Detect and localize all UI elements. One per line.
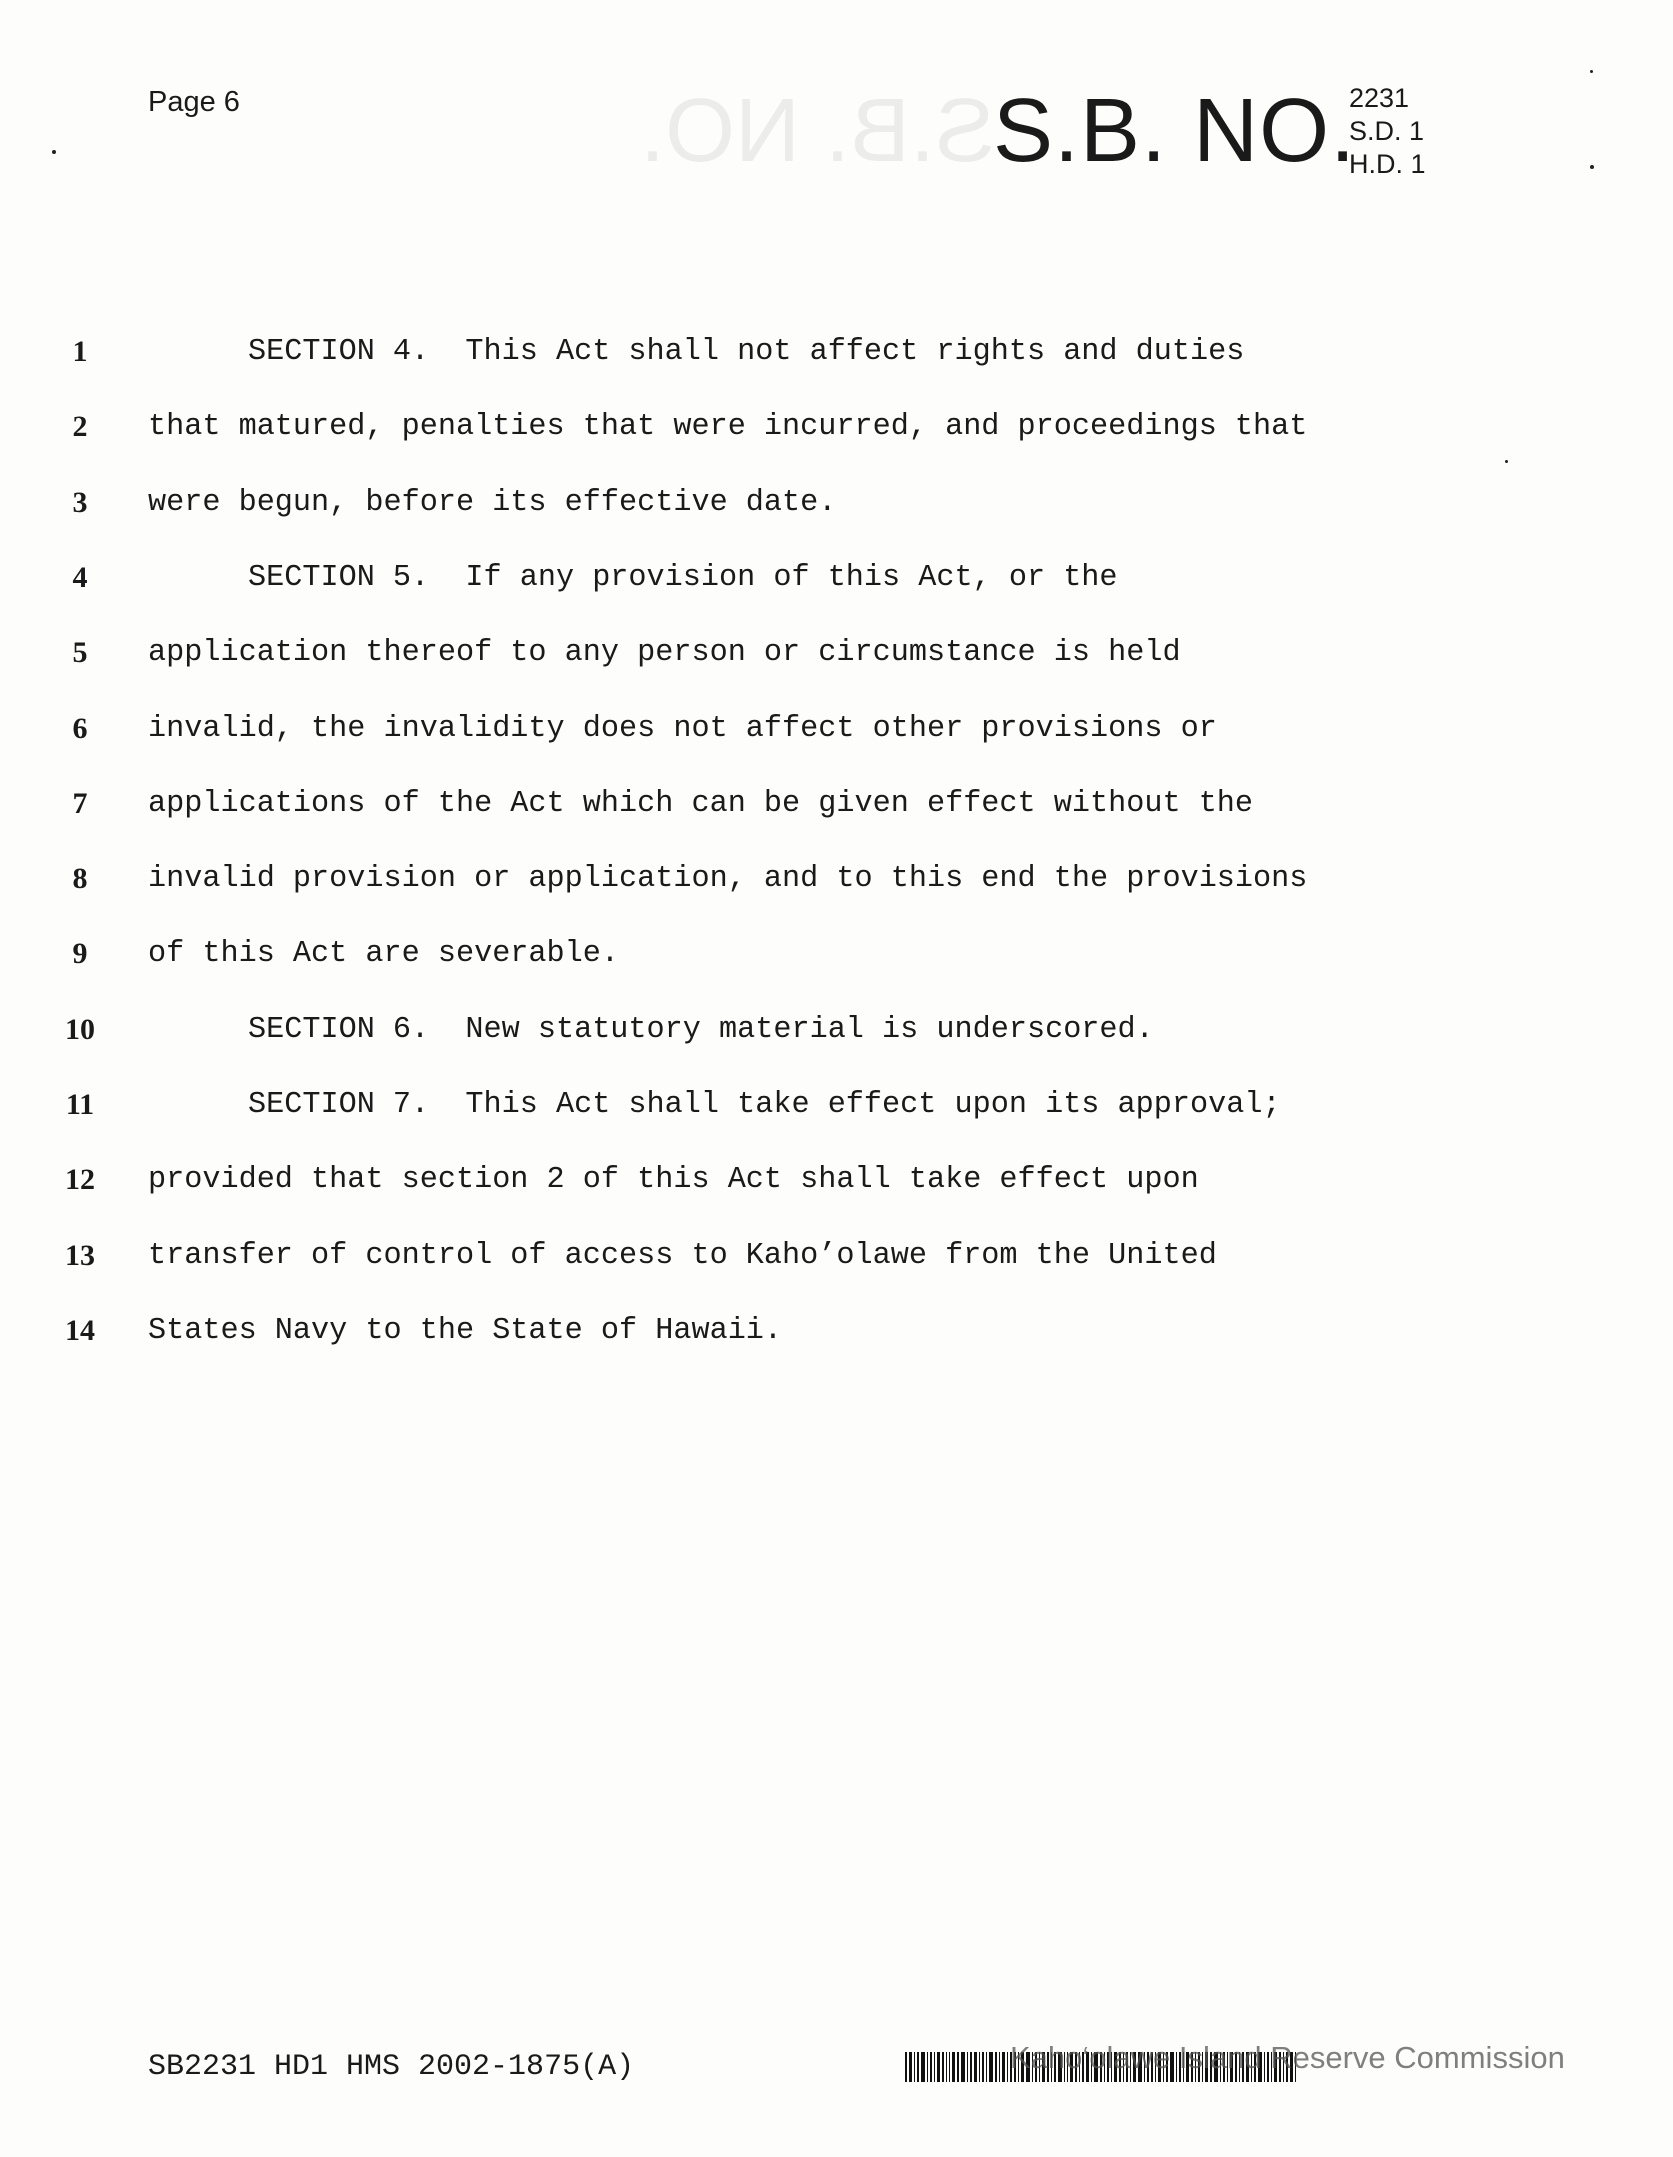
line-text: SECTION 5. If any provision of this Act, or the (248, 560, 1118, 595)
barcode-bar (914, 2052, 915, 2082)
bill-line (0, 787, 1673, 862)
line-number: 6 (72, 711, 88, 745)
bill-line (0, 712, 1673, 787)
scan-speck (1590, 165, 1594, 169)
line-number: 7 (72, 786, 88, 820)
barcode-bar (942, 2052, 944, 2082)
house-draft: H.D. 1 (1349, 149, 1426, 179)
bill-line (0, 1239, 1673, 1314)
bill-line (0, 486, 1673, 561)
line-text: invalid, the invalidity does not affect other provisions or (148, 711, 1217, 746)
scan-speck (52, 150, 56, 154)
line-text: SECTION 4. This Act shall not affect rights and duties (248, 335, 1245, 369)
bill-line (0, 410, 1673, 485)
line-number: 9 (72, 937, 88, 971)
line-number: 1 (72, 335, 88, 368)
line-text: application thereof to any person or circumstance is held (148, 636, 1181, 671)
line-text: applications of the Act which can be given effect without the (148, 786, 1254, 821)
line-number: 12 (65, 1163, 95, 1197)
line-number: 5 (72, 636, 88, 670)
line-number: 3 (72, 485, 88, 519)
barcode-bar (970, 2052, 972, 2082)
line-text: were begun, before its effective date. (148, 485, 837, 520)
line-text: of this Act are severable. (148, 937, 620, 972)
line-text: that matured, penalties that were incurred, and proceedings that (148, 410, 1308, 445)
bill-line (0, 636, 1673, 711)
line-number: 14 (65, 1313, 95, 1347)
barcode-bar (1007, 2052, 1008, 2082)
barcode-bar (982, 2052, 984, 2082)
line-number: 13 (65, 1238, 95, 1272)
barcode-bar (989, 2052, 993, 2082)
barcode-bar (1002, 2052, 1005, 2082)
senate-draft: S.D. 1 (1349, 116, 1425, 146)
barcode-bar (917, 2052, 919, 2082)
barcode-bar (934, 2052, 935, 2082)
bill-line (0, 561, 1673, 636)
bill-line (0, 862, 1673, 937)
line-number: 11 (65, 1088, 95, 1121)
barcode-bar (905, 2052, 907, 2082)
line-text: provided that section 2 of this Act shall take effect upon (148, 1163, 1199, 1198)
bill-title: S.B. NO. (993, 81, 1357, 181)
line-number: 10 (65, 1012, 95, 1046)
barcode-bar (957, 2052, 959, 2082)
barcode-bar (952, 2052, 955, 2082)
line-text: SECTION 7. This Act shall take effect upon its approval; (248, 1088, 1281, 1122)
scan-speck (1590, 70, 1593, 73)
scan-speck (1505, 460, 1508, 463)
barcode-bar (999, 2052, 1000, 2082)
bill-line (0, 1314, 1673, 1389)
barcode-bar (930, 2052, 932, 2082)
barcode-bar (974, 2052, 977, 2082)
bill-line (0, 1088, 1673, 1163)
barcode-bar (909, 2052, 912, 2082)
barcode-bar (927, 2052, 928, 2082)
line-text: States Navy to the State of Hawaii. (148, 1313, 783, 1348)
barcode-bar (937, 2052, 940, 2082)
barcode-bar (967, 2052, 968, 2082)
line-number: 2 (72, 410, 88, 444)
watermark: Kaho‘olawe Island Reserve Commission (1010, 2040, 1565, 2075)
bill-identifiers (1349, 82, 1426, 181)
line-text: transfer of control of access to Kaho’olawe from the United (148, 1238, 1217, 1273)
bill-line (0, 1163, 1673, 1238)
barcode-bar (995, 2052, 997, 2082)
barcode-bar (921, 2052, 925, 2082)
barcode-bar (986, 2052, 987, 2082)
line-number: 8 (72, 862, 88, 896)
page-label: Page 6 (148, 86, 240, 118)
barcode-bar (961, 2052, 965, 2082)
line-text: SECTION 6. New statutory material is underscored. (248, 1012, 1154, 1047)
bill-number: 2231 (1349, 83, 1410, 113)
barcode-bar (946, 2052, 947, 2082)
bleed-through-title: S.B. NO. (640, 81, 996, 181)
document-id: SB2231 HD1 HMS 2002-1875(A) (148, 2050, 635, 2084)
bill-line (0, 1013, 1673, 1088)
line-text: invalid provision or application, and to this end the provisions (148, 862, 1308, 897)
bill-line (0, 335, 1673, 410)
bill-line (0, 937, 1673, 1012)
line-number: 4 (72, 560, 88, 594)
barcode-bar (949, 2052, 950, 2082)
barcode-bar (979, 2052, 980, 2082)
